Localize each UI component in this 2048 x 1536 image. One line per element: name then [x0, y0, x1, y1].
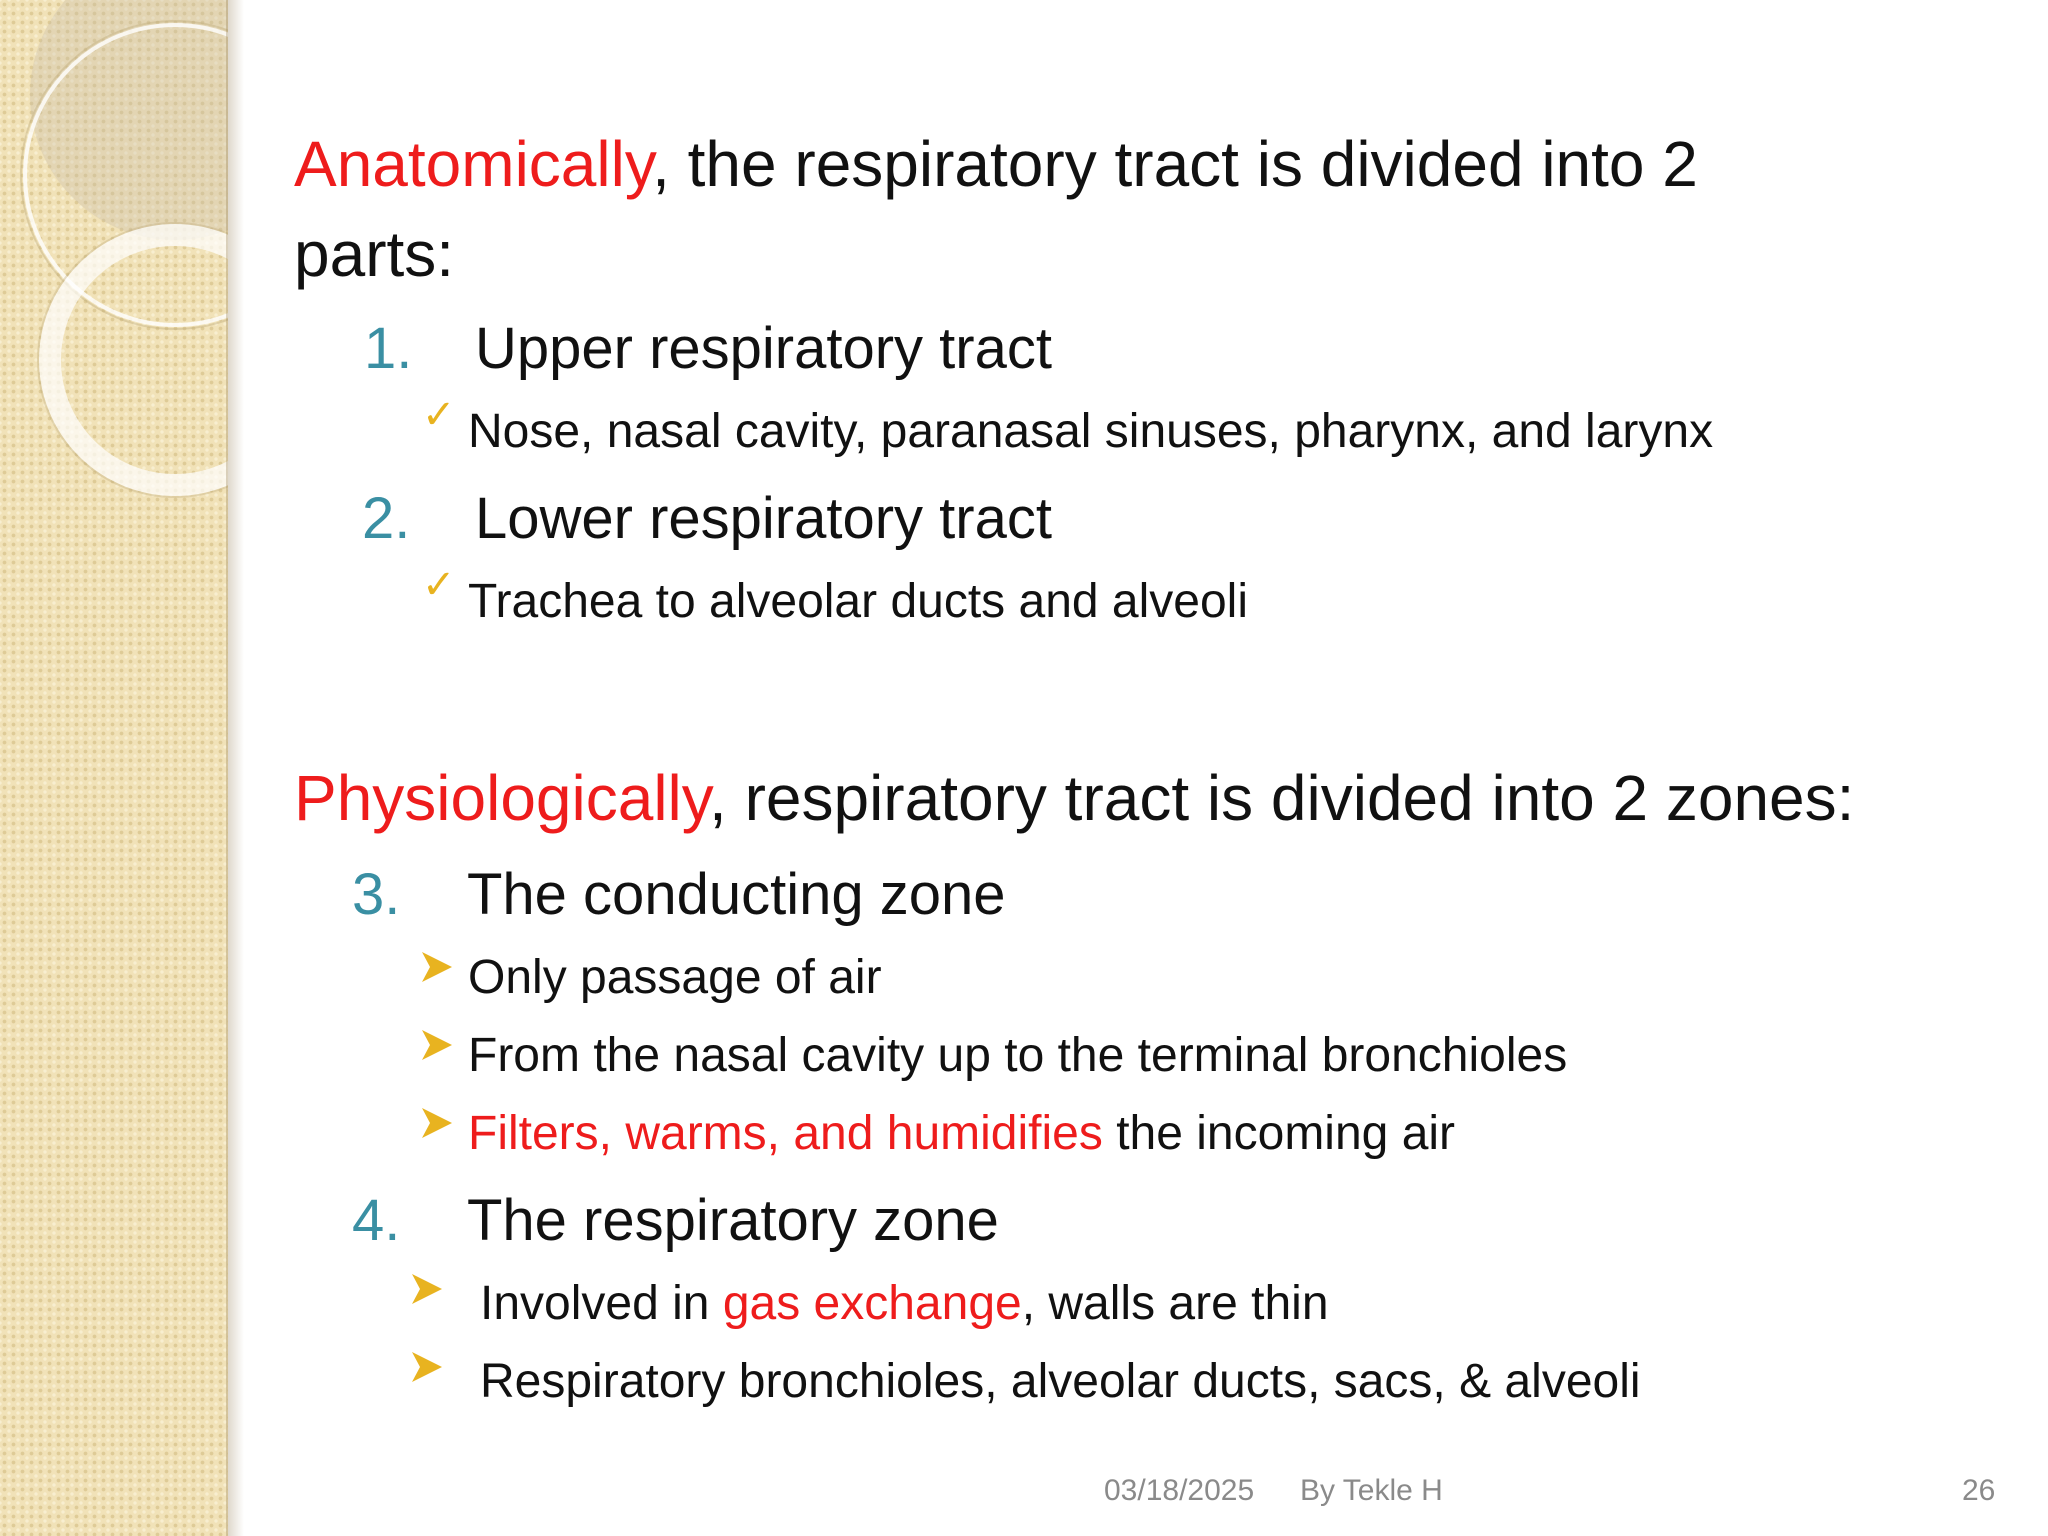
heading-physiologically-highlight: Physiologically — [294, 762, 709, 834]
respiratory-bullet-1-highlight: gas exchange — [722, 1277, 1022, 1330]
heading-anatomically-highlight: Anatomically — [294, 128, 653, 200]
conducting-bullet-2: From the nasal cavity up to the terminal bronchioles — [468, 1029, 1568, 1082]
conducting-bullet-1: Only passage of air — [468, 951, 882, 1004]
item-detail-upper-tract: Nose, nasal cavity, paranasal sinuses, pharynx, and larynx — [468, 405, 1714, 458]
conducting-bullet-3 — [468, 1107, 1456, 1160]
item-label-conducting-zone: The conducting zone — [467, 862, 1006, 927]
check-icon: ✓ — [422, 563, 456, 607]
slide-number: 26 — [1962, 1474, 1996, 1507]
item-number-4: 4. — [352, 1188, 401, 1253]
footer-date: 03/18/2025 — [1104, 1474, 1255, 1507]
arrow-bullet-icon — [410, 1272, 444, 1306]
respiratory-bullet-1-pre: Involved in — [480, 1277, 723, 1330]
respiratory-bullet-1-post: , walls are thin — [1021, 1277, 1329, 1330]
heading-anatomically-continued: parts: — [294, 218, 455, 290]
arrow-bullet-icon — [420, 1106, 454, 1140]
arrow-bullet-icon — [420, 1028, 454, 1062]
sidebar-shadow — [226, 0, 244, 1536]
decorative-rings-icon — [0, 0, 228, 520]
item-number-2: 2. — [362, 486, 411, 551]
item-detail-lower-tract: Trachea to alveolar ducts and alveoli — [468, 575, 1248, 628]
heading-physiologically-text: , respiratory tract is divided into 2 zones: — [709, 762, 1855, 834]
item-label-respiratory-zone: The respiratory zone — [467, 1188, 999, 1253]
conducting-bullet-3-highlight: Filters, warms, and humidifies — [468, 1107, 1103, 1160]
heading-anatomically — [294, 128, 1698, 200]
respiratory-bullet-2: Respiratory bronchioles, alveolar ducts, sacs, & alveoli — [480, 1355, 1641, 1408]
arrow-bullet-icon — [410, 1350, 444, 1384]
item-number-1: 1. — [364, 316, 413, 381]
heading-anatomically-text: , the respiratory tract is divided into 2 — [652, 128, 1698, 200]
decorative-sidebar — [0, 0, 228, 1536]
item-number-3: 3. — [352, 862, 401, 927]
heading-physiologically — [294, 762, 1855, 834]
conducting-bullet-3-text: the incoming air — [1102, 1107, 1456, 1160]
check-icon: ✓ — [422, 393, 456, 437]
arrow-bullet-icon — [420, 950, 454, 984]
item-label-upper-tract: Upper respiratory tract — [475, 316, 1052, 381]
footer-author: By Tekle H — [1300, 1474, 1443, 1507]
item-label-lower-tract: Lower respiratory tract — [475, 486, 1052, 551]
respiratory-bullet-1 — [480, 1277, 1329, 1330]
